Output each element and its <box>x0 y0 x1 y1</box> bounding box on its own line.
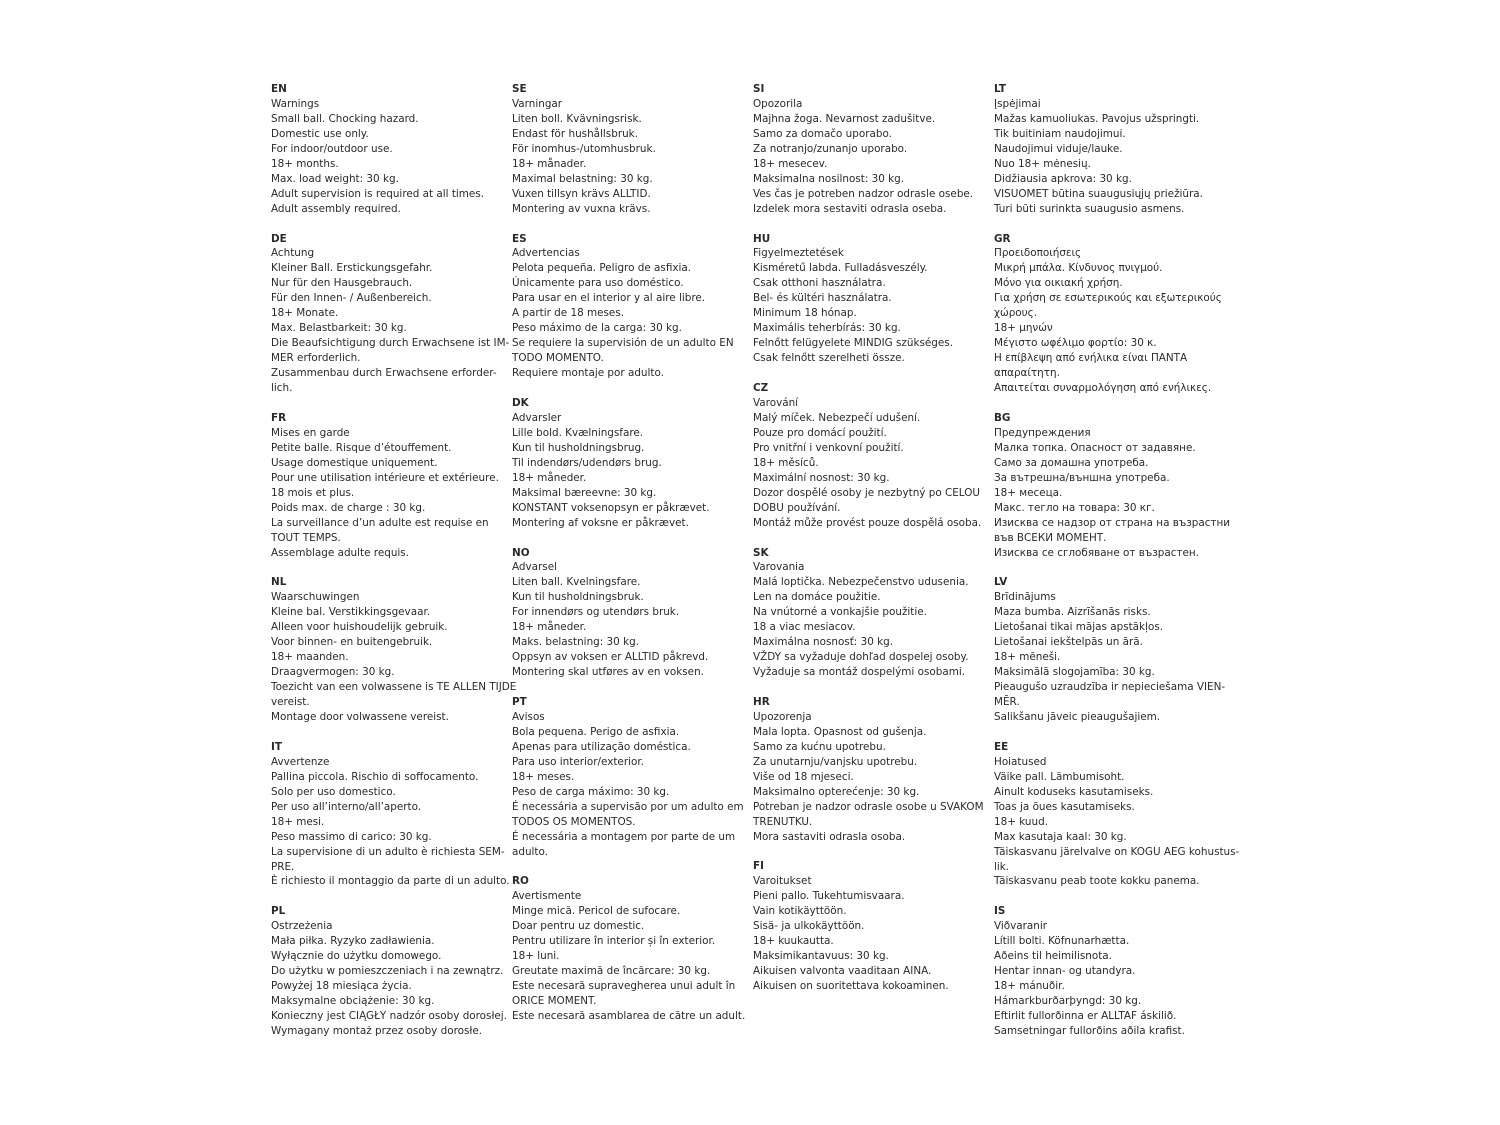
warning-line: Tik buitiniam naudojimui. <box>994 127 1126 140</box>
warning-line: 18+ måneder. <box>512 621 587 634</box>
warning-line: Montering av vuxna krävs. <box>512 202 651 215</box>
warning-line: Samo za domačo uporabo. <box>753 127 892 140</box>
warning-line: 18 mois et plus. <box>271 486 355 499</box>
warning-line: Maza bumba. Aizrīšanās risks. <box>994 606 1151 619</box>
warning-line: Bola pequena. Perigo de asfixia. <box>512 725 680 738</box>
warning-line: Kleine bal. Verstikkingsgevaar. <box>271 606 431 619</box>
warning-line: Naudojimui viduje/lauke. <box>994 142 1123 155</box>
warning-line: Peso máximo de la carga: 30 kg. <box>512 322 682 335</box>
warning-line: χώρους. <box>994 307 1038 320</box>
warning-line: Toezicht van een volwassene is TE ALLEN TIJDE <box>271 681 517 694</box>
section-heading: Varoitukset <box>753 875 812 888</box>
warning-line: For indoor/outdoor use. <box>271 142 393 155</box>
warning-line: Liten ball. Kvelningsfare. <box>512 576 641 589</box>
warning-line: adulto. <box>512 845 548 858</box>
warning-line: DOBU používání. <box>753 501 841 514</box>
language-code: LT <box>994 83 1006 95</box>
warning-line: Montage door volwassene vereist. <box>271 710 449 723</box>
warning-line: Aðeins til heimilisnota. <box>994 950 1112 963</box>
warning-line: Kisméretű labda. Fulladásveszély. <box>753 262 928 275</box>
section-heading: Waarschuwingen <box>271 591 360 604</box>
warning-line: 18+ maanden. <box>271 651 349 664</box>
section-heading: Varování <box>753 396 799 409</box>
section-heading: Figyelmeztetések <box>753 247 844 260</box>
warning-line: Μέγιστο ωφέλιμο φορτίο: 30 κ. <box>994 337 1157 350</box>
warning-line: Domestic use only. <box>271 127 369 140</box>
warning-line: Greutate maximă de încărcare: 30 kg. <box>512 965 711 978</box>
warning-line: Μικρή μπάλα. Κίνδυνος πνιγμού. <box>994 262 1163 275</box>
warning-line: Maximální nosnost: 30 kg. <box>753 471 890 484</box>
warning-line: Lille bold. Kvælningsfare. <box>512 426 644 439</box>
warning-line: Aikuisen valvonta vaaditaan AINA. <box>753 965 932 978</box>
warning-line: 18+ mesecev. <box>753 157 828 170</box>
warning-line: 18+ mánuðir. <box>994 980 1065 993</box>
warning-line: Requiere montaje por adulto. <box>512 367 664 380</box>
language-code: DK <box>512 396 529 409</box>
warning-line: 18+ mēneši. <box>994 651 1061 664</box>
section-fi <box>753 859 991 994</box>
section-heading: Įspėjimai <box>994 97 1041 110</box>
warning-line: Само за домашна употреба. <box>994 456 1149 469</box>
warning-line: Este necesară asamblarea de către un adult. <box>512 1010 746 1023</box>
warning-line: Montering af voksne er påkrævet. <box>512 516 689 529</box>
warning-line: Täiskasvanu järelvalve on KOGU AEG kohustus- <box>994 845 1240 858</box>
warning-line: Max. Belastbarkeit: 30 kg. <box>271 322 407 335</box>
warning-line: Bel- és kültéri használatra. <box>753 292 892 305</box>
warning-line: Väike pall. Lämbumisoht. <box>994 770 1125 783</box>
section-gr <box>994 232 1232 396</box>
warning-line: PRE. <box>271 860 295 873</box>
warning-line: Απαιτείται συναρμολόγηση από ενήλικες. <box>994 382 1212 395</box>
warning-line: Lítill bolti. Köfnunarhætta. <box>994 935 1130 948</box>
warning-line: Изисква се надзор от страна на възрастни <box>994 516 1231 529</box>
section-si <box>753 82 991 217</box>
section-lv <box>994 575 1232 725</box>
language-code: GR <box>994 232 1011 245</box>
column-2 <box>512 82 750 1039</box>
section-heading: Opozorila <box>753 97 803 110</box>
warning-line: Zusammenbau durch Erwachsene erforder- <box>271 367 497 380</box>
section-lt <box>994 82 1232 217</box>
section-heading: Upozorenja <box>753 710 812 723</box>
warning-line: Endast för hushållsbruk. <box>512 127 638 140</box>
warning-line: Vain kotikäyttöön. <box>753 905 847 918</box>
warning-line: Samsetningar fullorðins aðila krafist. <box>994 1024 1185 1037</box>
warning-line: Potreban je nadzor odrasle osobe u SVAKOM <box>753 800 984 813</box>
section-fr <box>271 411 509 561</box>
section-de <box>271 232 509 396</box>
warning-line: Assemblage adulte requis. <box>271 546 410 559</box>
warning-line: απαραίτητη. <box>994 367 1060 380</box>
warning-line: Pouze pro domácí použití. <box>753 426 887 439</box>
warning-line: Mažas kamuoliukas. Pavojus užspringti. <box>994 112 1200 125</box>
warning-line: Ainult koduseks kasutamiseks. <box>994 785 1154 798</box>
warning-line: La surveillance d’un adulte est requise en <box>271 516 489 529</box>
warning-line: Više od 18 mjeseci. <box>753 770 854 783</box>
section-hu <box>753 232 991 367</box>
language-code: CZ <box>753 382 769 395</box>
warning-line: Maximális teherbírás: 30 kg. <box>753 322 901 335</box>
warning-line: 18+ months. <box>271 157 339 170</box>
warning-line: Para uso interior/exterior. <box>512 755 644 768</box>
warning-line: Se requiere la supervisión de un adulto EN <box>512 337 734 350</box>
section-it <box>271 740 509 890</box>
column-3 <box>753 82 991 1009</box>
section-ro <box>512 874 750 1024</box>
warning-line: Mała piłka. Ryzyko zadławienia. <box>271 935 435 948</box>
warning-line: Maksymalne obciążenie: 30 kg. <box>271 995 435 1008</box>
warning-line: La supervisione di un adulto è richiesta SEM- <box>271 845 505 858</box>
section-heading: Avvertenze <box>271 755 330 768</box>
warning-line: Malý míček. Nebezpečí udušení. <box>753 411 921 424</box>
warning-line: VISUOMET būtina suaugusiųjų priežiūra. <box>994 187 1203 200</box>
warning-line: 18+ månader. <box>512 157 587 170</box>
warning-line: Peso massimo di carico: 30 kg. <box>271 830 432 843</box>
warning-line: Únicamente para uso doméstico. <box>512 277 684 290</box>
warning-line: За вътрешна/външна употреба. <box>994 471 1170 484</box>
warning-line: 18+ måneder. <box>512 471 587 484</box>
warning-line: Maksimalno opterećenje: 30 kg. <box>753 785 920 798</box>
warning-line: Adult supervision is required at all times. <box>271 187 485 200</box>
warning-line: Konieczny jest CIĄGŁY nadzór osoby dorosłej. <box>271 1010 507 1023</box>
warning-line: Voor binnen- en buitengebruik. <box>271 636 433 649</box>
warning-line: Mora sastaviti odrasla osoba. <box>753 830 906 843</box>
warning-line: Minimum 18 hónap. <box>753 307 857 320</box>
warning-line: Powyżej 18 miesiąca życia. <box>271 980 412 993</box>
warning-line: Малка топка. Опасност от задавяне. <box>994 441 1196 454</box>
warning-line: Za unutarnju/vanjsku upotrebu. <box>753 755 918 768</box>
section-hr <box>753 695 991 845</box>
warning-line: Die Beaufsichtigung durch Erwachsene ist IM- <box>271 337 510 350</box>
section-heading: Предупреждения <box>994 426 1091 439</box>
warning-line: Peso de carga máximo: 30 kg. <box>512 785 670 798</box>
warning-line: Wyłącznie do użytku domowego. <box>271 950 442 963</box>
warning-line: Kleiner Ball. Erstickungsgefahr. <box>271 262 433 275</box>
language-code: SE <box>512 83 527 95</box>
warning-line: Ves čas je potreben nadzor odrasle osebe. <box>753 187 974 200</box>
warning-line: A partir de 18 meses. <box>512 307 625 320</box>
section-dk <box>512 396 750 531</box>
section-heading: Avertismente <box>512 890 582 903</box>
warning-line: TODOS OS MOMENTOS. <box>512 815 636 828</box>
warning-line: Minge mică. Pericol de sufocare. <box>512 905 681 918</box>
warning-line: Hentar innan- og utandyra. <box>994 965 1136 978</box>
warning-line: Didžiausia apkrova: 30 kg. <box>994 172 1132 185</box>
section-en <box>271 82 509 217</box>
section-heading: Advarsel <box>512 561 558 574</box>
warning-line: Για χρήση σε εσωτερικούς και εξωτερικούς <box>994 292 1222 305</box>
warning-line: Usage domestique uniquement. <box>271 456 438 469</box>
section-se <box>512 82 750 217</box>
section-heading: Varovania <box>753 561 805 574</box>
warning-line: Malá loptička. Nebezpečenstvo udusenia. <box>753 576 969 589</box>
warning-line: Max. load weight: 30 kg. <box>271 172 399 185</box>
warning-line: Csak otthoni használatra. <box>753 277 886 290</box>
warning-line: Len na domáce použitie. <box>753 591 881 604</box>
language-code: IS <box>994 905 1006 918</box>
warning-line: 18+ μηνών <box>994 322 1053 335</box>
language-code: HU <box>753 232 771 245</box>
section-heading: Achtung <box>271 247 315 260</box>
language-code: NL <box>271 576 287 589</box>
warning-line: Макс. тегло на товара: 30 кг. <box>994 501 1155 514</box>
warning-line: във ВСЕКИ МОМЕНТ. <box>994 531 1107 544</box>
warning-line: MĒR. <box>994 696 1020 709</box>
section-heading: Warnings <box>271 97 320 110</box>
warning-line: Mala lopta. Opasnost od gušenja. <box>753 725 927 738</box>
warning-line: 18+ měsíců. <box>753 456 819 469</box>
warning-line: Salikšanu jāveic pieaugušajiem. <box>994 710 1161 723</box>
warning-line: Für den Innen- / Außenbereich. <box>271 292 432 305</box>
warning-line: Pallina piccola. Rischio di soffocamento. <box>271 770 479 783</box>
warning-line: 18 a viac mesiacov. <box>753 621 856 634</box>
section-heading: Varningar <box>512 97 563 110</box>
warning-line: É necessária a supervisão por um adulto em <box>512 800 744 813</box>
warning-line: För inomhus-/utomhusbruk. <box>512 142 656 155</box>
warning-line: É necessária a montagem por parte de um <box>512 830 736 843</box>
warning-line: Pelota pequeña. Peligro de asfixia. <box>512 262 692 275</box>
warning-line: Alleen voor huishoudelijk gebruik. <box>271 621 448 634</box>
warning-line: Lietošanai tikai mājas apstākļos. <box>994 621 1164 634</box>
warning-line: Small ball. Chocking hazard. <box>271 112 419 125</box>
warning-line: 18+ kuukautta. <box>753 935 834 948</box>
section-heading: Προειδοποιήσεις <box>994 247 1082 260</box>
warning-line: Maximálna nosnosť: 30 kg. <box>753 636 894 649</box>
warning-line: Este necesară supravegherea unui adult în <box>512 980 736 993</box>
language-code: ES <box>512 232 527 245</box>
section-nl <box>271 575 517 725</box>
warning-line: Nur für den Hausgebrauch. <box>271 277 413 290</box>
warning-line: lich. <box>271 382 293 395</box>
section-cz <box>753 381 991 531</box>
language-code: IT <box>271 740 282 753</box>
warning-line: Turi būti surinkta suaugusio asmens. <box>994 202 1185 215</box>
section-heading: Viðvaranir <box>994 920 1048 933</box>
warning-line: 18+ месеца. <box>994 486 1063 499</box>
warning-line: Wymagany montaż przez osoby dorosłe. <box>271 1024 483 1037</box>
section-pt <box>512 695 750 859</box>
warning-line: Csak felnőtt szerelheti össze. <box>753 352 905 365</box>
warning-line: Kun til husholdningsbrug. <box>512 441 645 454</box>
warning-line: Kun til husholdningsbruk. <box>512 591 644 604</box>
warning-line: ORICE MOMENT. <box>512 995 597 1008</box>
warning-line: È richiesto il montaggio da parte di un adulto. <box>271 875 510 888</box>
warning-line: Montáž může provést pouze dospělá osoba. <box>753 516 982 529</box>
warning-line: Toas ja õues kasutamiseks. <box>994 800 1135 813</box>
language-code: EN <box>271 83 287 95</box>
warning-line: 18+ mesi. <box>271 815 325 828</box>
section-heading: Ostrzeżenia <box>271 920 333 933</box>
section-es <box>512 232 750 382</box>
warning-line: MER erforderlich. <box>271 352 361 365</box>
section-is <box>994 904 1232 1039</box>
language-code: PL <box>271 905 286 918</box>
section-heading: Avisos <box>512 710 545 723</box>
warning-line: Liten boll. Kvävningsrisk. <box>512 112 642 125</box>
language-code: FR <box>271 411 287 424</box>
column-1 <box>271 82 517 1054</box>
warning-line: Draagvermogen: 30 kg. <box>271 666 395 679</box>
section-heading: Brīdinājums <box>994 591 1056 604</box>
warning-line: TRENUTKU. <box>753 815 813 828</box>
warning-line: Eftirlit fullorðinna er ALLTAF áskilið. <box>994 1010 1177 1023</box>
warning-line: Pentru utilizare în interior și în exterior. <box>512 935 716 948</box>
warning-line: Pieaugušo uzraudzība ir nepieciešama VIEN- <box>994 681 1226 694</box>
section-sk <box>753 546 991 681</box>
section-ee <box>994 740 1240 890</box>
warning-line: Maksimal bæreevne: 30 kg. <box>512 486 657 499</box>
language-code: PT <box>512 696 527 709</box>
warning-line: 18+ kuud. <box>994 815 1048 828</box>
language-code: EE <box>994 740 1009 753</box>
warning-line: Petite balle. Risque d’étouffement. <box>271 441 452 454</box>
language-code: HR <box>753 696 770 709</box>
warning-line: Til indendørs/udendørs brug. <box>512 456 662 469</box>
warning-line: Μόνο για οικιακή χρήση. <box>994 277 1123 290</box>
section-heading: Mises en garde <box>271 426 350 439</box>
warning-line: Hámarkburðarþyngd: 30 kg. <box>994 995 1142 1008</box>
warning-line: Poids max. de charge : 30 kg. <box>271 501 426 514</box>
warning-line: 18+ meses. <box>512 770 575 783</box>
warning-line: Η επίβλεψη από ενήλικα είναι ΠΑΝΤΑ <box>994 352 1188 365</box>
warning-line: TOUT TEMPS. <box>271 531 341 544</box>
warning-line: Felnőtt felügyelete MINDIG szükséges. <box>753 337 953 350</box>
language-code: SI <box>753 83 765 95</box>
warning-line: Dozor dospělé osoby je nezbytný po CELOU <box>753 486 981 499</box>
section-pl <box>271 904 509 1039</box>
warning-line: Täiskasvanu peab toote kokku panema. <box>994 875 1200 888</box>
warning-line: 18+ luni. <box>512 950 560 963</box>
warning-line: Maksimikantavuus: 30 kg. <box>753 950 889 963</box>
warning-line: Oppsyn av voksen er ALLTID påkrevd. <box>512 651 709 664</box>
warning-line: Sisä- ja ulkokäyttöön. <box>753 920 865 933</box>
language-code: BG <box>994 411 1011 424</box>
warning-line: Montering skal utføres av en voksen. <box>512 666 704 679</box>
warning-line: Nuo 18+ mėnesių. <box>994 157 1091 170</box>
warning-line: KONSTANT voksenopsyn er påkrævet. <box>512 501 710 514</box>
warning-line: vereist. <box>271 696 310 709</box>
language-code: DE <box>271 232 287 245</box>
warning-line: Za notranjo/zunanjo uporabo. <box>753 142 908 155</box>
warning-line: Pour une utilisation intérieure et extérieure. <box>271 471 499 484</box>
warning-line: Maks. belastning: 30 kg. <box>512 636 639 649</box>
warning-line: Adult assembly required. <box>271 202 401 215</box>
warning-line: Na vnútorné a vonkajšie použitie. <box>753 606 927 619</box>
column-4 <box>994 82 1240 1054</box>
warning-line: Изисква се сглобяване от възрастен. <box>994 546 1199 559</box>
warning-line: For innendørs og utendørs bruk. <box>512 606 680 619</box>
warning-line: lik. <box>994 860 1010 873</box>
warning-line: Izdelek mora sestaviti odrasla oseba. <box>753 202 947 215</box>
warning-line: Majhna žoga. Nevarnost zadušitve. <box>753 112 936 125</box>
language-code: RO <box>512 875 529 888</box>
warning-line: Do użytku w pomieszczeniach i na zewnątrz. <box>271 965 504 978</box>
warning-line: Maximal belastning: 30 kg. <box>512 172 653 185</box>
warning-line: Doar pentru uz domestic. <box>512 920 645 933</box>
section-no <box>512 546 750 681</box>
section-heading: Advarsler <box>512 411 562 424</box>
section-bg <box>994 411 1232 561</box>
warning-line: Solo per uso domestico. <box>271 785 396 798</box>
warning-line: 18+ Monate. <box>271 307 339 320</box>
warning-line: Apenas para utilização doméstica. <box>512 740 691 753</box>
language-code: SK <box>753 546 769 559</box>
language-code: FI <box>753 860 764 873</box>
section-heading: Advertencias <box>512 247 580 260</box>
warning-line: Per uso all’interno/all’aperto. <box>271 800 422 813</box>
warning-line: Pieni pallo. Tukehtumisvaara. <box>753 890 905 903</box>
warning-line: Vyžaduje sa montáž dospelými osobami. <box>753 666 966 679</box>
warning-line: Pro vnitřní i venkovní použití. <box>753 441 904 454</box>
warning-line: Lietošanai iekštelpās un ārā. <box>994 636 1143 649</box>
warning-line: Samo za kućnu upotrebu. <box>753 740 886 753</box>
warning-line: Para usar en el interior y al aire libre. <box>512 292 706 305</box>
warning-line: TODO MOMENTO. <box>512 352 604 365</box>
warning-line: VŽDY sa vyžaduje dohľad dospelej osoby. <box>753 651 969 664</box>
warning-line: Maksimalna nosilnost: 30 kg. <box>753 172 905 185</box>
warning-line: Aikuisen on suoritettava kokoaminen. <box>753 980 949 993</box>
language-code: NO <box>512 546 530 559</box>
warning-line: Maksimālā slogojamība: 30 kg. <box>994 666 1155 679</box>
section-heading: Hoiatused <box>994 755 1047 768</box>
language-code: LV <box>994 576 1008 589</box>
warning-line: Max kasutaja kaal: 30 kg. <box>994 830 1127 843</box>
warning-line: Vuxen tillsyn krävs ALLTID. <box>512 187 651 200</box>
